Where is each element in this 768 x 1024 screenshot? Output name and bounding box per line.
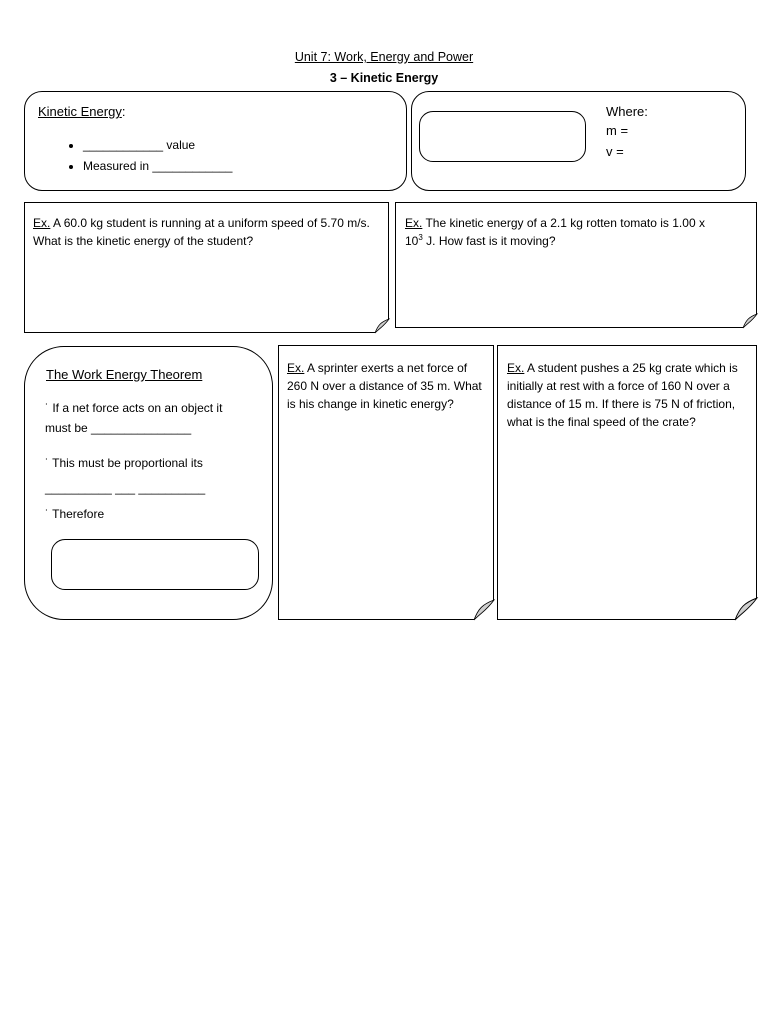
example2-question-b: J. How fast is it moving?: [422, 234, 556, 248]
example2-label: Ex.: [405, 216, 423, 230]
example2-question-a: The kinetic energy of a 2.1 kg rotten tomato is 1.00 x 10: [405, 216, 705, 248]
example2-note: [395, 202, 757, 328]
kinetic-energy-heading-colon: :: [121, 104, 126, 119]
theorem-heading: The Work Energy Theorem: [46, 367, 203, 382]
where-label: Where:: [606, 104, 648, 119]
formula-answer-space: [419, 111, 586, 162]
example1-label: Ex.: [33, 216, 51, 230]
formula-box: [411, 91, 746, 191]
m-variable-line: m =: [606, 123, 629, 138]
theorem-point1: ˙ If a net force acts on an object it must be _______________: [45, 401, 223, 435]
lesson-title: 3 – Kinetic Energy: [329, 71, 439, 85]
theorem-answer-space: [51, 539, 259, 590]
example2-exponent: 3: [418, 233, 423, 242]
example4-text: [507, 359, 752, 431]
example3-label: Ex.: [287, 361, 305, 375]
example4-note: [497, 345, 757, 620]
bullet-value: • ____________ value: [83, 135, 232, 156]
example4-label: Ex.: [507, 361, 525, 375]
theorem-point2: ˙ This must be proportional its __________ ___ __________: [45, 456, 206, 495]
v-variable-line: v =: [606, 144, 624, 159]
page-curl-icon: [735, 598, 757, 620]
example3-question: A sprinter exerts a net force of 260 N over a distance of 35 m. What is his change in kinetic energy?: [287, 361, 482, 411]
example3-note: [278, 345, 494, 620]
example1-question: A 60.0 kg student is running at a uniform speed of 5.70 m/s. What is the kinetic energy of the student?: [33, 216, 370, 248]
page-curl-icon: [375, 319, 389, 333]
example1-note: [24, 202, 389, 333]
unit-title: Unit 7: Work, Energy and Power: [294, 50, 474, 64]
theorem-point3: ˙ Therefore: [45, 507, 105, 521]
kinetic-energy-bullets: [39, 135, 232, 177]
bullet-measured-in: • Measured in ____________: [83, 156, 232, 177]
example1-text: [33, 214, 378, 250]
example3-text: [287, 359, 487, 413]
page-curl-icon: [474, 600, 494, 620]
kinetic-energy-box: [24, 91, 407, 191]
work-energy-theorem-box: [24, 346, 273, 620]
kinetic-energy-heading-text: Kinetic Energy: [38, 104, 122, 119]
page-curl-icon: [743, 314, 757, 328]
example2-text: [405, 214, 705, 250]
example4-question: A student pushes a 25 kg crate which is initially at rest with a force of 160 N over a distance of 15 m. If there is 75 N of friction, what is the final speed of the crate?: [507, 361, 738, 429]
kinetic-energy-heading: [38, 104, 125, 119]
